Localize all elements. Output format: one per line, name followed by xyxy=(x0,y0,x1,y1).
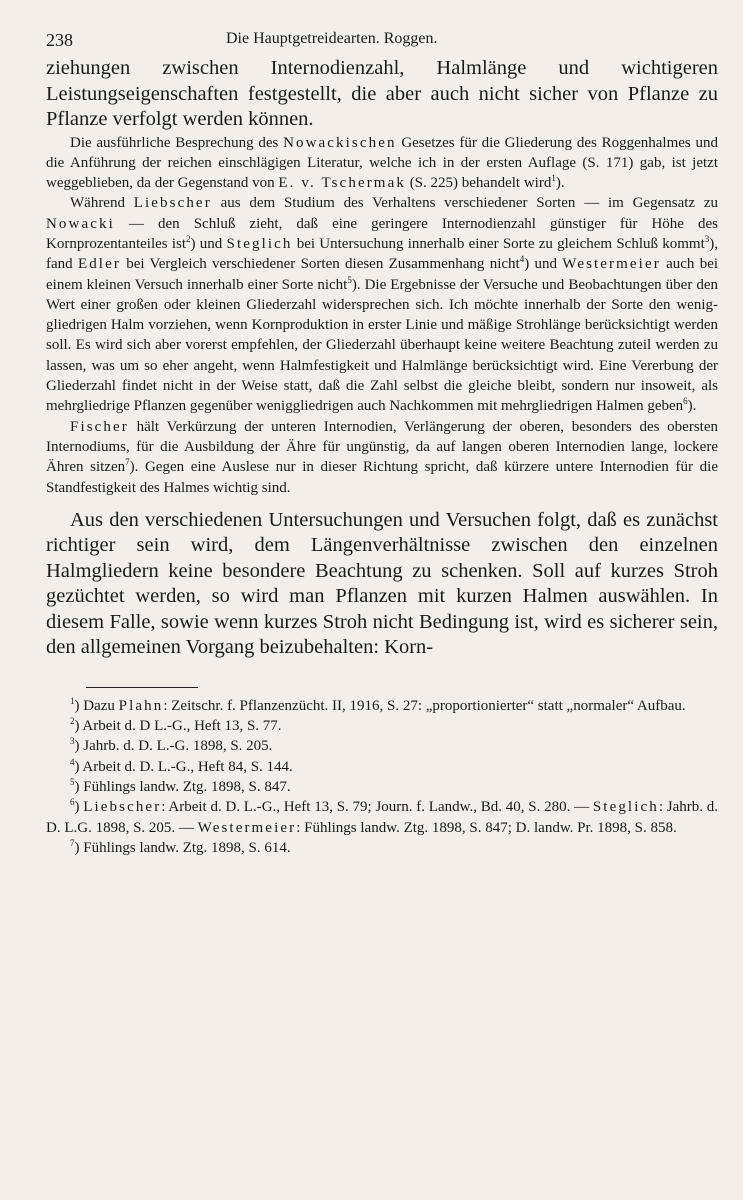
footnote-divider xyxy=(86,687,198,688)
footnote-item: $^1$) Dazu Plahn: Zeitschr. f. Pflanzenzücht. II, 1916, S. 27: „proportionierter“ statt „normaler“ Aufbau. xyxy=(70,695,686,714)
author-name: Liebscher xyxy=(133,195,212,212)
author-name: Fischer xyxy=(70,418,129,435)
footnote-ref: 7 xyxy=(125,457,130,468)
footnote-item: $^5$) Fühlings landw. Ztg. 1898, S. 847. xyxy=(70,777,291,796)
book-page xyxy=(46,30,718,858)
author-name: Nowacki xyxy=(46,215,115,232)
footnote-ref: 6 xyxy=(683,396,688,407)
footnotes xyxy=(46,696,718,858)
author-name: Nowackischen xyxy=(283,134,397,151)
footnote-item: $^3$) Jahrb. d. D. L.-G. 1898, S. 205. xyxy=(70,736,273,755)
author-name: Edler xyxy=(77,256,121,273)
footnote-item: $^2$) Arbeit d. D L.-G., Heft 13, S. 77. xyxy=(70,716,282,735)
footnote-item: $^6$) Liebscher: Arbeit d. D. L.-G., Heft 13, S. 79; Journ. f. Landw., Bd. 40, S. 280. — Steglich: Jahrb. d. D. L.G. 1898, S. 205. — Westermeier: Fühlings landw. Ztg. 1898, S. 847; D. landw. Pr. 1898, S. 858. xyxy=(46,797,718,836)
footnote-ref: 3 xyxy=(704,233,710,244)
footnote-ref: 2 xyxy=(186,233,191,244)
author-name: Westermeier xyxy=(562,256,661,273)
paragraph-nowacki-note: Die ausführliche Besprechung des Nowackischen Gesetzes für die Gliederung des Roggenhalmes und die Anführung der reichen einschlägigen Literatur, welche ich in der ersten Auflage (S. 171) gab, ist jetzt weggeblieben, da der Gegenstand von E. v. Tschermak (S. 225) behandelt wird$^1$). xyxy=(46,134,718,192)
running-title: Die Hauptgetreidearten. Roggen. xyxy=(226,30,438,47)
page-number: 238 xyxy=(46,30,73,50)
paragraph-conclusion: Aus den verschiedenen Untersuchungen und Versuchen folgt, daß es zunächst richtiger sein wird, dem Längenverhältnisse zwischen den einzelnen Halmgliedern keine besondere Beachtung zu schenken. Soll auf kurzes Stroh gezüchtet werden, so wird man Pflanzen mit kurzen Halmen auswählen. In diesem Falle, sowie wenn kurzes Stroh nicht Bedingung ist, wird es sicherer sein, den allgemeinen Vorgang beizubehalten: Korn- xyxy=(46,508,718,659)
footnote-ref: 1 xyxy=(551,173,556,184)
footnote-item: $^4$) Arbeit d. D. L.-G., Heft 84, S. 144. xyxy=(70,756,293,775)
page-header xyxy=(46,30,718,56)
paragraph-liebscher: Während Liebscher aus dem Studium des Verhaltens verschiedener Sorten — im Gegensatz zu Nowacki — den Schluß zieht, daß eine geringere Internodienzahl günstiger für Höhe des Kornprozentanteiles ist$^2$) und Steglich bei Untersuchung innerhalb einer Sorte zu gleichem Schluß kommt$^3$), fand Edler bei Vergleich verschiedener Sorten diesen Zusammenhang nicht$^4$) und Westermeier auch bei einem kleinen Versuch innerhalb einer Sorte nicht$^5$). Die Ergebnisse der Versuche und Beobachtungen über den Wert einer großen oder kleinen Gliederzahl widersprechen sich. Ich möchte innerhalb der Sorte den weniggliedrigen Halm vorziehen, wenn Kornproduktion in erster Linie und mäßige Strohlänge berücksichtigt werden soll. Es wird sich aber vorerst empfehlen, der Gliederzahl überhaupt keine weitere Beachtung zuteil werden zu lassen, was um so eher angeht, wenn Halmfestigkeit und Halmlänge berücksichtigt wird. Eine Vererbung der Gliederzahl findet nicht in der Weise statt, daß die Zahl selbst die gleiche bleibt, sondern nur insoweit, als mehrgliedrige Pflanzen gegenüber weniggliedrigen auch Nachkommen mit mehrgliedrigen Halmen geben$^6$). xyxy=(46,195,719,415)
footnote-ref: 5 xyxy=(347,274,352,285)
author-name: E. v. Tschermak xyxy=(278,175,406,192)
paragraph-continuation: ziehungen zwischen Internodienzahl, Halmlänge und wichtigeren Leistungseigenschaften festgestellt, die aber auch nicht sicher von Pflanze zu Pflanze verfolgt werden können. xyxy=(46,57,718,130)
footnote-ref: 4 xyxy=(519,254,525,265)
paragraph-fischer: Fischer hält Verkürzung der unteren Internodien, Verlängerung der oberen, besonders des obersten Internodiums, für die Ausbildung der Ähre für ungünstig, da auf langen oberen Internodien lange, lockere Ähren sitzen$^7$). Gegen eine Auslese nur in dieser Richtung spricht, daß kürzere untere Internodien für die Standfestigkeit des Halmes wichtig sind. xyxy=(46,418,718,496)
author-name: Steglich xyxy=(226,235,293,252)
footnote-item: $^7$) Fühlings landw. Ztg. 1898, S. 614. xyxy=(70,837,291,856)
